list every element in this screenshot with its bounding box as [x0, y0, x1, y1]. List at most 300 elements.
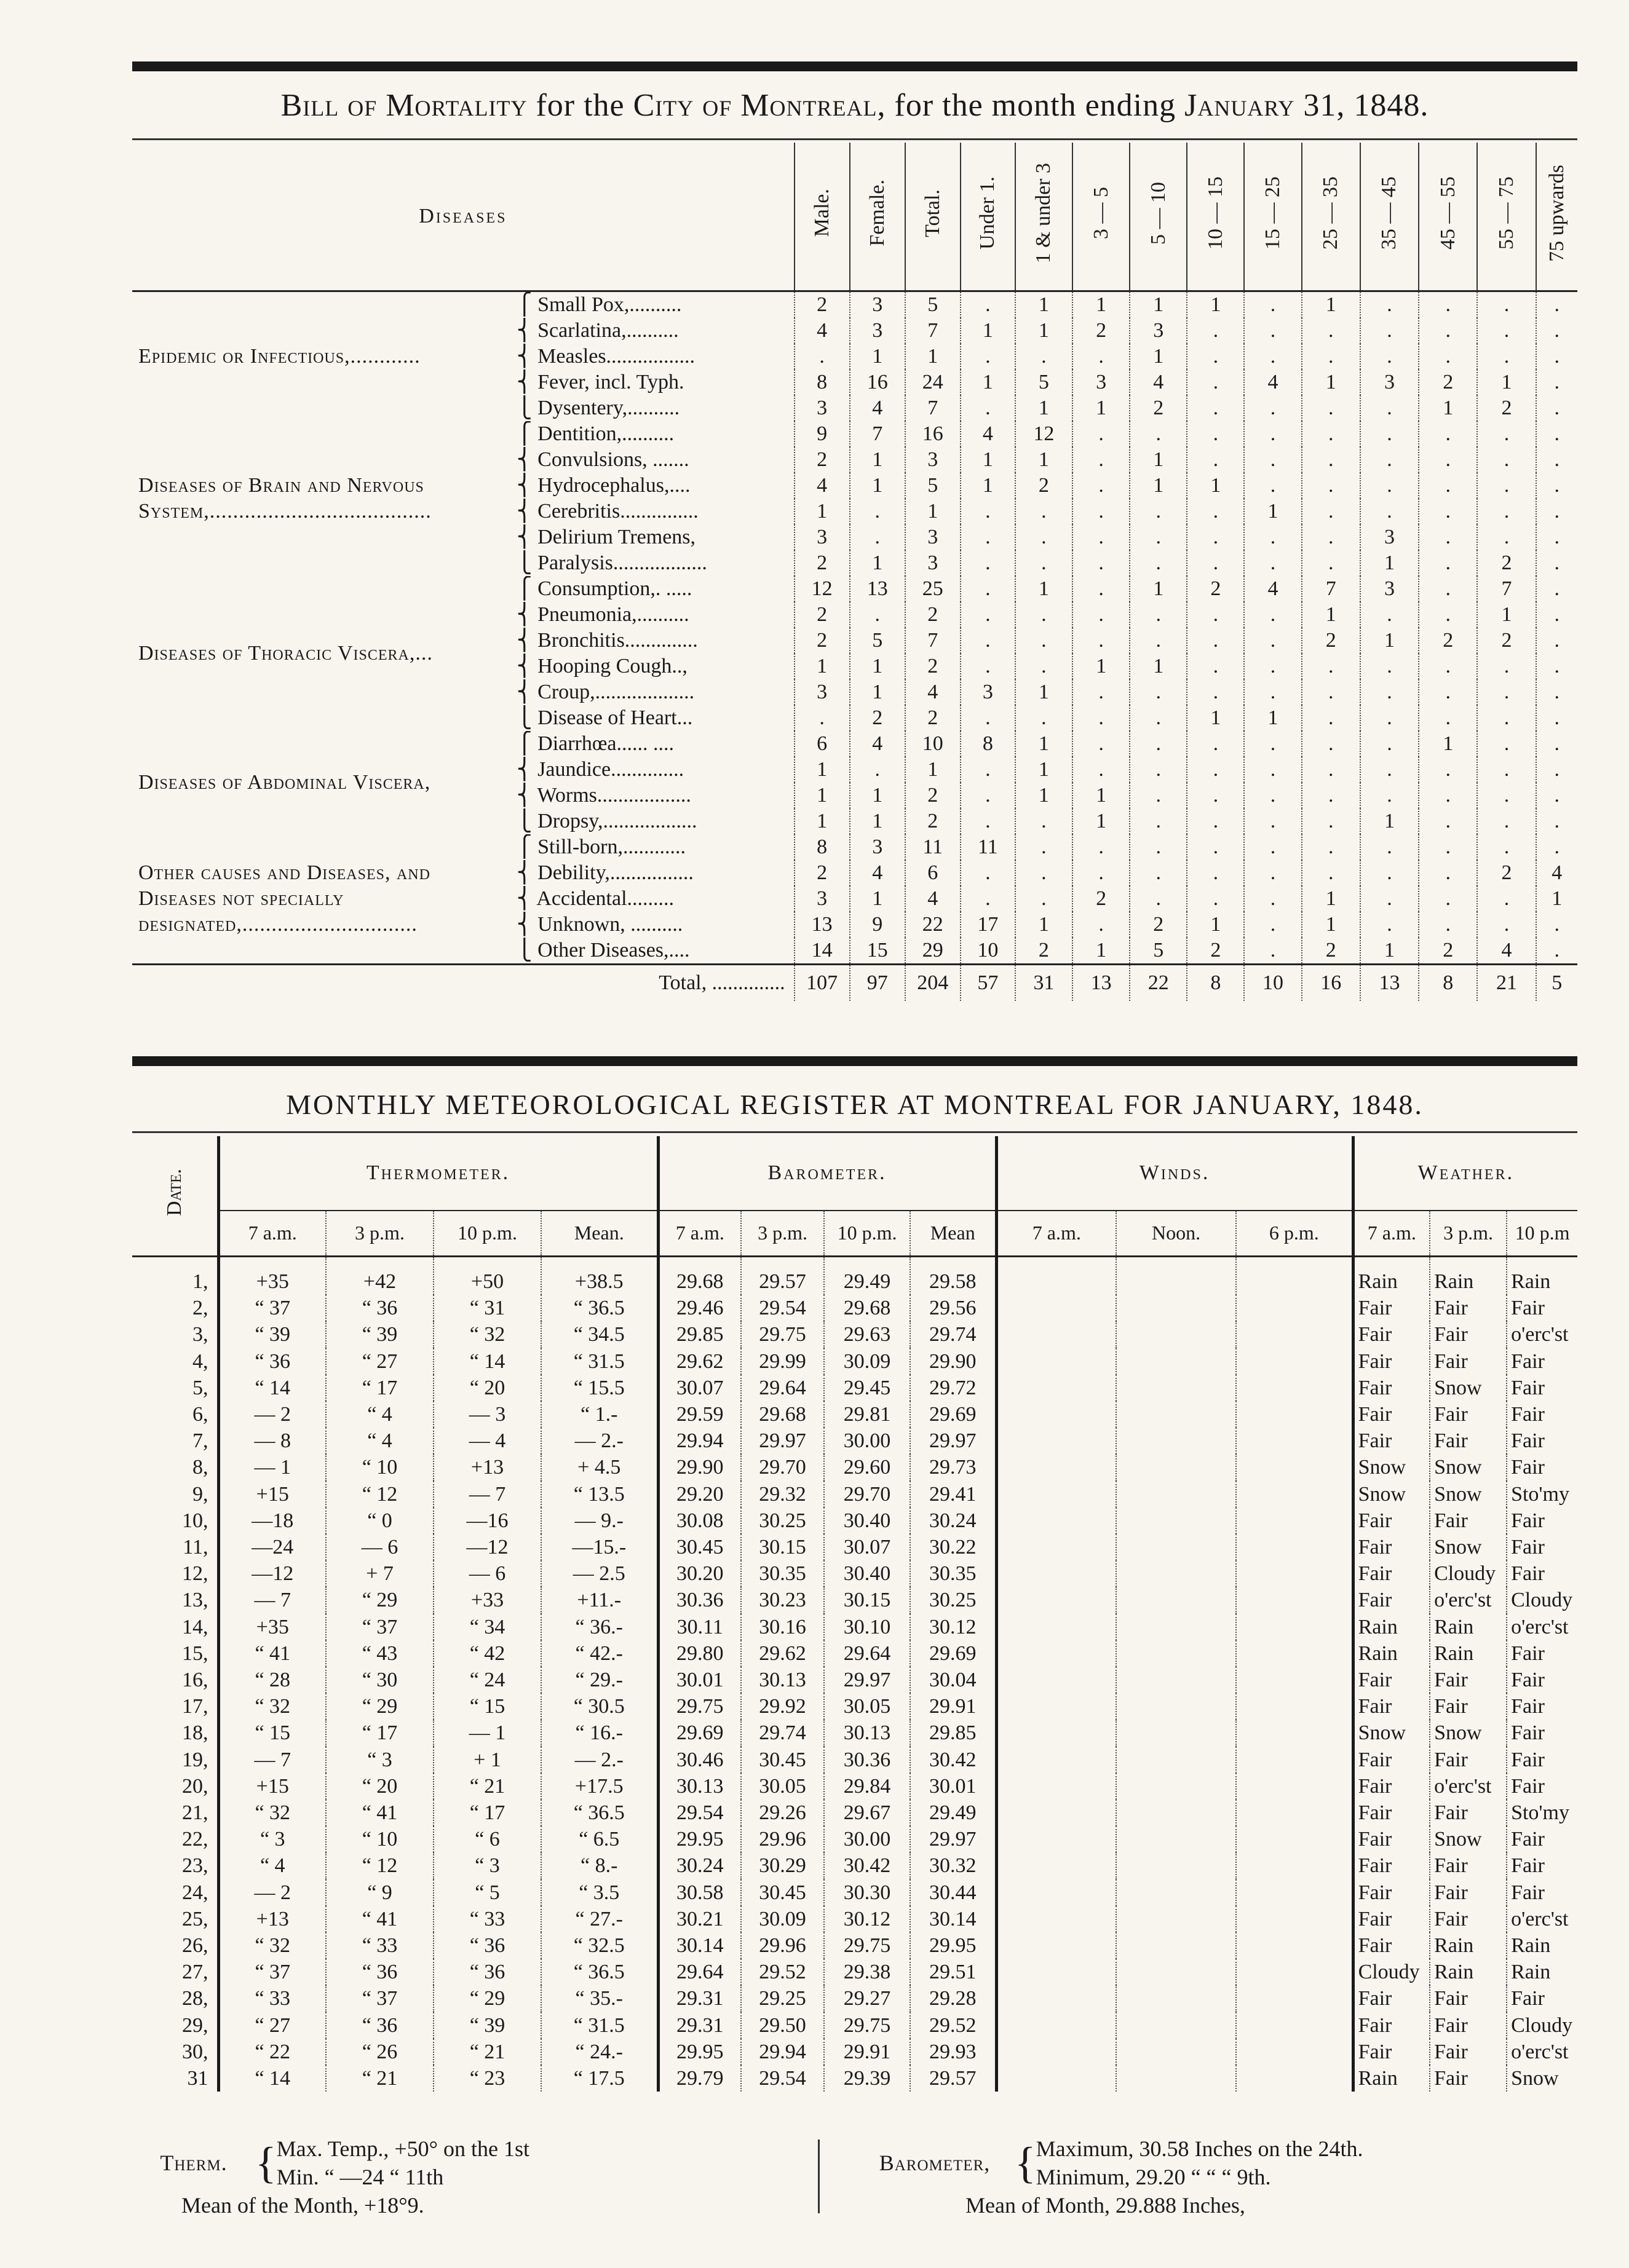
disease-label: Worms.................. — [537, 784, 691, 807]
baro-3pm-cell: 30.15 — [741, 1534, 824, 1560]
mortality-cell: 1 — [795, 654, 850, 679]
mortality-cell: 3 — [1130, 318, 1187, 344]
baro-7am-cell: 30.07 — [658, 1375, 741, 1401]
therm-7am-cell: +15 — [218, 1773, 326, 1800]
date-cell: 12, — [182, 1562, 208, 1586]
therm-3pm-cell: “ 37 — [326, 1985, 434, 2012]
baro-mean-cell: 30.32 — [910, 1852, 996, 1879]
mortality-cell: . — [1072, 421, 1130, 447]
weather-10pm-cell: Fair — [1507, 1667, 1577, 1693]
weather-7am-cell: Fair — [1353, 1773, 1430, 1800]
wind-7am-cell — [996, 1321, 1116, 1348]
weather-10pm-cell: Sto'my — [1507, 1800, 1577, 1826]
therm-10pm-cell: + 1 — [434, 1747, 541, 1773]
wind-6pm-cell — [1236, 1481, 1353, 1507]
mortality-cell: . — [1072, 679, 1130, 705]
mortality-cell: 2 — [905, 654, 961, 679]
date-cell: 14, — [182, 1615, 208, 1638]
wind-6pm-cell — [1236, 1906, 1353, 1932]
mortality-cell: . — [1072, 499, 1130, 524]
date-cell: 28, — [182, 1987, 208, 2010]
therm-10pm-cell: “ 29 — [434, 1985, 541, 2012]
disease-label: Consumption,. ..... — [537, 577, 692, 600]
mortality-cell: . — [1244, 834, 1301, 860]
mortality-cell: . — [1130, 421, 1187, 447]
mortality-cell: 2 — [850, 705, 905, 731]
weather-7am-cell: Fair — [1353, 1428, 1430, 1454]
mortality-cell: 10 — [961, 938, 1015, 965]
wind-7am-cell — [996, 1257, 1116, 1295]
wind-7am-cell — [996, 1773, 1116, 1800]
disease-label: Dropsy,.................. — [537, 810, 697, 832]
mortality-cell: 9 — [795, 421, 850, 447]
mortality-cell: . — [961, 395, 1015, 421]
baro-3pm-cell: 30.05 — [741, 1773, 824, 1800]
weather-10pm-cell: Rain — [1507, 1257, 1577, 1295]
wind-noon-cell — [1116, 1401, 1236, 1428]
mortality-cell: . — [1187, 783, 1244, 808]
mortality-cell: . — [1187, 628, 1244, 654]
therm-10pm-cell: “ 6 — [434, 1826, 541, 1852]
weather-10pm-cell: Fair — [1507, 1348, 1577, 1375]
date-cell: 17, — [182, 1695, 208, 1718]
mortality-cell: . — [1130, 602, 1187, 628]
therm-3pm-cell: “ 10 — [326, 1826, 434, 1852]
baro-mean-cell: 29.69 — [910, 1640, 996, 1667]
therm-mean-cell: +11.- — [541, 1587, 658, 1613]
mortality-cell: . — [1477, 886, 1536, 912]
baro-10pm-cell: 29.49 — [824, 1257, 910, 1295]
therm-7am-cell: +35 — [218, 1614, 326, 1640]
total-cell: 13 — [1360, 965, 1419, 1002]
therm-10pm-cell: “ 15 — [434, 1693, 541, 1720]
therm-7am-cell: “ 4 — [218, 1852, 326, 1879]
mortality-cell: . — [961, 886, 1015, 912]
brace-mark: ⎨ — [517, 345, 538, 368]
disease-label: Hydrocephalus,.... — [537, 474, 691, 497]
therm-mean-cell: “ 6.5 — [541, 1826, 658, 1852]
therm-mean-cell: “ 36.5 — [541, 1295, 658, 1321]
mortality-cell: . — [961, 576, 1015, 602]
mortality-cell: . — [1302, 473, 1360, 499]
therm-10pm-cell: “ 17 — [434, 1800, 541, 1826]
date-cell: 4, — [192, 1349, 208, 1373]
mortality-cell: 1 — [961, 447, 1015, 473]
mortality-column-label: 55 — 75 — [1494, 176, 1518, 250]
therm-7am-cell: “ 39 — [218, 1321, 326, 1348]
mortality-cell: . — [961, 705, 1015, 731]
therm-3pm-cell: “ 3 — [326, 1747, 434, 1773]
baro-3pm-cell: 29.74 — [741, 1720, 824, 1746]
mortality-cell: 1 — [961, 473, 1015, 499]
mortality-cell: . — [1477, 654, 1536, 679]
therm-10pm-cell: “ 36 — [434, 1959, 541, 1985]
met-row — [132, 1321, 1577, 1348]
mortality-cell: . — [1536, 318, 1577, 344]
wind-7am-cell — [996, 1720, 1116, 1746]
wind-noon-cell — [1116, 2065, 1236, 2092]
date-cell: 26, — [182, 1934, 208, 1958]
total-label: Total, .............. — [132, 965, 795, 1002]
baro-mean-cell: 29.56 — [910, 1295, 996, 1321]
mortality-cell: . — [1477, 808, 1536, 834]
therm-mean-cell: “ 31.5 — [541, 2012, 658, 2039]
mortality-cell: . — [795, 344, 850, 369]
baro-mean-cell: 29.58 — [910, 1257, 996, 1295]
winds-header: Winds. — [996, 1136, 1353, 1211]
mortality-table — [132, 143, 1577, 1001]
mortality-cell: . — [795, 705, 850, 731]
mortality-cell: . — [1477, 344, 1536, 369]
mortality-column-label: 25 — 35 — [1319, 176, 1342, 250]
wind-7am-cell — [996, 1667, 1116, 1693]
weather-7am-cell: Fair — [1353, 1747, 1430, 1773]
mortality-cell: . — [1130, 860, 1187, 886]
wind-7am-cell — [996, 1906, 1116, 1932]
wind-7am-cell — [996, 1481, 1116, 1507]
date-cell: 19, — [182, 1748, 208, 1771]
wind-noon-cell — [1116, 1375, 1236, 1401]
mortality-cell: 2 — [1072, 886, 1130, 912]
weather-3pm-cell: Fair — [1430, 2012, 1507, 2039]
baro-10pm-cell: 29.27 — [824, 1985, 910, 2012]
mortality-cell: . — [1360, 834, 1419, 860]
mortality-cell: 1 — [1072, 783, 1130, 808]
mortality-cell: . — [1244, 344, 1301, 369]
wind-7am-cell — [996, 1507, 1116, 1534]
mortality-cell: 1 — [1302, 291, 1360, 318]
mortality-cell: . — [1360, 886, 1419, 912]
wind-6pm-cell — [1236, 1985, 1353, 2012]
mortality-cell: . — [1244, 550, 1301, 576]
mortality-cell: . — [1187, 731, 1244, 757]
mortality-cell: 3 — [850, 291, 905, 318]
disease-label: Paralysis.................. — [537, 551, 707, 574]
met-title: MONTHLY METEOROLOGICAL REGISTER AT MONTREAL FOR JANUARY, 1848. — [286, 1089, 1424, 1120]
wind-6pm-cell — [1236, 1826, 1353, 1852]
weather-7am-cell: Fair — [1353, 1800, 1430, 1826]
wind-noon-cell — [1116, 1534, 1236, 1560]
weather-7am-cell: Snow — [1353, 1481, 1430, 1507]
brace-mark: ⎨ — [517, 758, 538, 781]
therm-10pm-cell: “ 3 — [434, 1852, 541, 1879]
mortality-cell: . — [1072, 524, 1130, 550]
weather-10pm-cell: Fair — [1507, 1879, 1577, 1906]
weather-3pm-cell: Snow — [1430, 1826, 1507, 1852]
mortality-cell: . — [1187, 834, 1244, 860]
mortality-cell: . — [1477, 473, 1536, 499]
mortality-cell: 5 — [1130, 938, 1187, 965]
mortality-cell: 1 — [1419, 731, 1477, 757]
mortality-cell: 1 — [1072, 808, 1130, 834]
mortality-cell: 2 — [1419, 369, 1477, 395]
mortality-cell: . — [1244, 473, 1301, 499]
date-cell: 27, — [182, 1961, 208, 1984]
mortality-row — [132, 576, 1577, 602]
mortality-cell: 2 — [905, 602, 961, 628]
mortality-cell: 1 — [850, 654, 905, 679]
mortality-cell: 3 — [961, 679, 1015, 705]
mortality-cell: 10 — [905, 731, 961, 757]
mortality-cell: . — [1360, 912, 1419, 938]
disease-category: Other causes and Diseases, and Diseases not specially designated,.............................. — [138, 861, 430, 936]
disease-label: Measles................. — [537, 345, 696, 368]
met-row — [132, 1587, 1577, 1613]
mortality-cell: 1 — [1072, 654, 1130, 679]
wind-7am-cell — [996, 1454, 1116, 1480]
mortality-cell: . — [1536, 938, 1577, 965]
met-subheader-row — [132, 1211, 1577, 1257]
weather-3pm-cell: Rain — [1430, 1959, 1507, 1985]
mortality-cell: . — [1360, 731, 1419, 757]
mortality-cell: . — [1360, 499, 1419, 524]
weather-col-header: 7 a.m. — [1353, 1211, 1430, 1257]
weather-col-header: 3 p.m. — [1430, 1211, 1507, 1257]
weather-10pm-cell: Cloudy — [1507, 2012, 1577, 2039]
therm-7am-cell: —18 — [218, 1507, 326, 1534]
therm-10pm-cell: “ 36 — [434, 1932, 541, 1959]
baro-3pm-cell: 29.54 — [741, 1295, 824, 1321]
mortality-cell: . — [1244, 524, 1301, 550]
disease-name — [514, 912, 795, 938]
mortality-cell: . — [1015, 550, 1072, 576]
mortality-cell: 1 — [1360, 550, 1419, 576]
baro-7am-cell: 29.79 — [658, 2065, 741, 2092]
weather-7am-cell: Fair — [1353, 1507, 1430, 1534]
baro-min: Minimum, 29.20 “ “ “ 9th. — [1036, 2165, 1271, 2189]
mortality-cell: . — [1536, 369, 1577, 395]
mortality-cell: 4 — [850, 731, 905, 757]
weather-10pm-cell: Fair — [1507, 1454, 1577, 1480]
date-cell: 5, — [192, 1376, 208, 1399]
therm-10pm-cell: +50 — [434, 1257, 541, 1295]
mortality-total-row — [132, 965, 1577, 1002]
wind-noon-cell — [1116, 1560, 1236, 1587]
weather-3pm-cell: Rain — [1430, 1614, 1507, 1640]
mortality-cell: . — [1360, 654, 1419, 679]
brace-mark: ⎨ — [517, 861, 538, 884]
therm-label: Therm. — [160, 2151, 228, 2175]
weather-3pm-cell: o'erc'st — [1430, 1773, 1507, 1800]
mortality-cell: 1 — [1302, 369, 1360, 395]
wind-6pm-cell — [1236, 2065, 1353, 2092]
wind-noon-cell — [1116, 1295, 1236, 1321]
mortality-title-date: January 31, 1848. — [1184, 88, 1429, 123]
mortality-column-label: 35 — 45 — [1377, 176, 1401, 250]
mortality-cell: . — [1302, 499, 1360, 524]
therm-3pm-cell: — 6 — [326, 1534, 434, 1560]
baro-10pm-cell: 30.12 — [824, 1906, 910, 1932]
weather-10pm-cell: Fair — [1507, 1826, 1577, 1852]
therm-summary — [132, 2135, 839, 2219]
mortality-cell: . — [1477, 912, 1536, 938]
mortality-cell: 1 — [795, 757, 850, 783]
mortality-cell: 4 — [905, 679, 961, 705]
mortality-column-label: 15 — 25 — [1261, 176, 1285, 250]
weather-7am-cell: Fair — [1353, 1587, 1430, 1613]
baro-mean-cell: 29.97 — [910, 1826, 996, 1852]
mortality-cell: . — [1477, 421, 1536, 447]
therm-7am-cell: “ 32 — [218, 1693, 326, 1720]
wind-7am-cell — [996, 1587, 1116, 1613]
mortality-column-label: Female. — [865, 180, 889, 247]
mortality-cell: . — [1360, 783, 1419, 808]
weather-3pm-cell: Fair — [1430, 2065, 1507, 2092]
therm-3pm-cell: “ 9 — [326, 1879, 434, 1906]
mortality-cell: 1 — [795, 808, 850, 834]
mortality-cell: 1 — [1302, 912, 1360, 938]
mortality-cell: . — [1477, 291, 1536, 318]
mortality-cell: . — [1187, 886, 1244, 912]
mortality-cell: 2 — [795, 291, 850, 318]
brace-mark: ⎧ — [517, 836, 538, 858]
weather-3pm-cell: Fair — [1430, 1295, 1507, 1321]
mortality-cell: . — [1187, 499, 1244, 524]
wind-7am-cell — [996, 1375, 1116, 1401]
mortality-cell: . — [1536, 550, 1577, 576]
mortality-cell: . — [1072, 602, 1130, 628]
disease-name — [514, 731, 795, 757]
mortality-cell: 2 — [1477, 860, 1536, 886]
therm-3pm-cell: “ 37 — [326, 1614, 434, 1640]
mortality-cell: . — [1477, 783, 1536, 808]
therm-mean-cell: “ 24.- — [541, 2039, 658, 2065]
mortality-cell: 1 — [1015, 395, 1072, 421]
mortality-cell: 17 — [961, 912, 1015, 938]
mortality-cell: 1 — [850, 679, 905, 705]
mortality-cell: . — [1187, 550, 1244, 576]
baro-3pm-cell: 29.50 — [741, 2012, 824, 2039]
mortality-cell: 8 — [961, 731, 1015, 757]
mortality-cell: . — [1072, 576, 1130, 602]
mortality-column-header — [905, 143, 961, 291]
mortality-row — [132, 834, 1577, 860]
disease-name — [514, 679, 795, 705]
mortality-cell: . — [1536, 602, 1577, 628]
mortality-cell: 7 — [850, 421, 905, 447]
met-row — [132, 1773, 1577, 1800]
therm-mean-cell: “ 34.5 — [541, 1321, 658, 1348]
mortality-cell: . — [961, 524, 1015, 550]
mortality-cell: 1 — [1015, 576, 1072, 602]
weather-3pm-cell: Fair — [1430, 1747, 1507, 1773]
disease-name — [514, 886, 795, 912]
baro-10pm-cell: 30.40 — [824, 1507, 910, 1534]
winds-col-header: Noon. — [1116, 1211, 1236, 1257]
baro-7am-cell: 30.45 — [658, 1534, 741, 1560]
therm-10pm-cell: — 4 — [434, 1428, 541, 1454]
mortality-cell: . — [1072, 912, 1130, 938]
mortality-column-header — [1302, 143, 1360, 291]
total-cell: 8 — [1419, 965, 1477, 1002]
wind-6pm-cell — [1236, 1693, 1353, 1720]
brace-mark: ⎩ — [517, 706, 538, 729]
weather-3pm-cell: Fair — [1430, 2039, 1507, 2065]
baro-3pm-cell: 29.97 — [741, 1428, 824, 1454]
winds-col-header: 7 a.m. — [996, 1211, 1116, 1257]
therm-7am-cell: — 1 — [218, 1454, 326, 1480]
weather-3pm-cell: Fair — [1430, 1693, 1507, 1720]
mortality-cell: 3 — [905, 447, 961, 473]
thermometer-col-header: 3 p.m. — [326, 1211, 434, 1257]
brace-mark: ⎩ — [517, 397, 538, 419]
baro-mean-cell: 30.22 — [910, 1534, 996, 1560]
wind-noon-cell — [1116, 1640, 1236, 1667]
mortality-cell: . — [1072, 473, 1130, 499]
therm-7am-cell: “ 14 — [218, 1375, 326, 1401]
barometer-col-header: Mean — [910, 1211, 996, 1257]
met-row — [132, 1454, 1577, 1480]
wind-6pm-cell — [1236, 1507, 1353, 1534]
baro-3pm-cell: 30.35 — [741, 1560, 824, 1587]
weather-3pm-cell: Fair — [1430, 1321, 1507, 1348]
baro-7am-cell: 30.13 — [658, 1773, 741, 1800]
mortality-cell: . — [1130, 783, 1187, 808]
wind-6pm-cell — [1236, 1454, 1353, 1480]
disease-label: Fever, incl. Typh. — [537, 371, 684, 393]
mortality-cell: . — [1015, 602, 1072, 628]
therm-3pm-cell: “ 41 — [326, 1800, 434, 1826]
mortality-cell: 1 — [1072, 395, 1130, 421]
mortality-cell: . — [1130, 757, 1187, 783]
therm-7am-cell: “ 32 — [218, 1932, 326, 1959]
mortality-cell: 1 — [905, 499, 961, 524]
disease-label: Jaundice.............. — [537, 758, 684, 781]
mortality-cell: 1 — [1419, 395, 1477, 421]
mortality-cell: 25 — [905, 576, 961, 602]
mortality-cell: 1 — [850, 783, 905, 808]
wind-noon-cell — [1116, 1693, 1236, 1720]
wind-6pm-cell — [1236, 1667, 1353, 1693]
therm-10pm-cell: +33 — [434, 1587, 541, 1613]
disease-label: Dentition,.......... — [537, 422, 675, 445]
mortality-title-rest: , for the month ending — [877, 88, 1185, 123]
wind-7am-cell — [996, 1560, 1116, 1587]
therm-3pm-cell: “ 10 — [326, 1454, 434, 1480]
mortality-column-label: 75 upwards — [1545, 164, 1568, 262]
baro-7am-cell: 29.85 — [658, 1321, 741, 1348]
mortality-cell: 4 — [850, 395, 905, 421]
weather-7am-cell: Cloudy — [1353, 1959, 1430, 1985]
disease-name — [514, 291, 795, 318]
therm-10pm-cell: “ 21 — [434, 2039, 541, 2065]
mortality-cell: . — [1130, 705, 1187, 731]
baro-7am-cell: 29.31 — [658, 1985, 741, 2012]
weather-7am-cell: Rain — [1353, 2065, 1430, 2092]
mortality-cell: . — [1072, 344, 1130, 369]
wind-7am-cell — [996, 1693, 1116, 1720]
wind-7am-cell — [996, 1879, 1116, 1906]
mortality-cell: 5 — [1015, 369, 1072, 395]
mortality-cell: . — [1187, 447, 1244, 473]
date-cell: 24, — [182, 1881, 208, 1904]
therm-7am-cell: +13 — [218, 1906, 326, 1932]
weather-10pm-cell: Fair — [1507, 1985, 1577, 2012]
mortality-cell: . — [1419, 705, 1477, 731]
disease-name — [514, 421, 795, 447]
wind-noon-cell — [1116, 1906, 1236, 1932]
disease-name — [514, 628, 795, 654]
mortality-cell: 1 — [850, 808, 905, 834]
therm-3pm-cell: “ 33 — [326, 1932, 434, 1959]
mortality-cell: . — [1187, 757, 1244, 783]
baro-3pm-cell: 29.96 — [741, 1826, 824, 1852]
mortality-cell: 1 — [795, 499, 850, 524]
weather-10pm-cell: Fair — [1507, 1507, 1577, 1534]
mortality-title-prefix: Bill of Mortality — [280, 88, 528, 123]
therm-mean-cell: — 9.- — [541, 1507, 658, 1534]
mortality-cell: 2 — [1072, 318, 1130, 344]
